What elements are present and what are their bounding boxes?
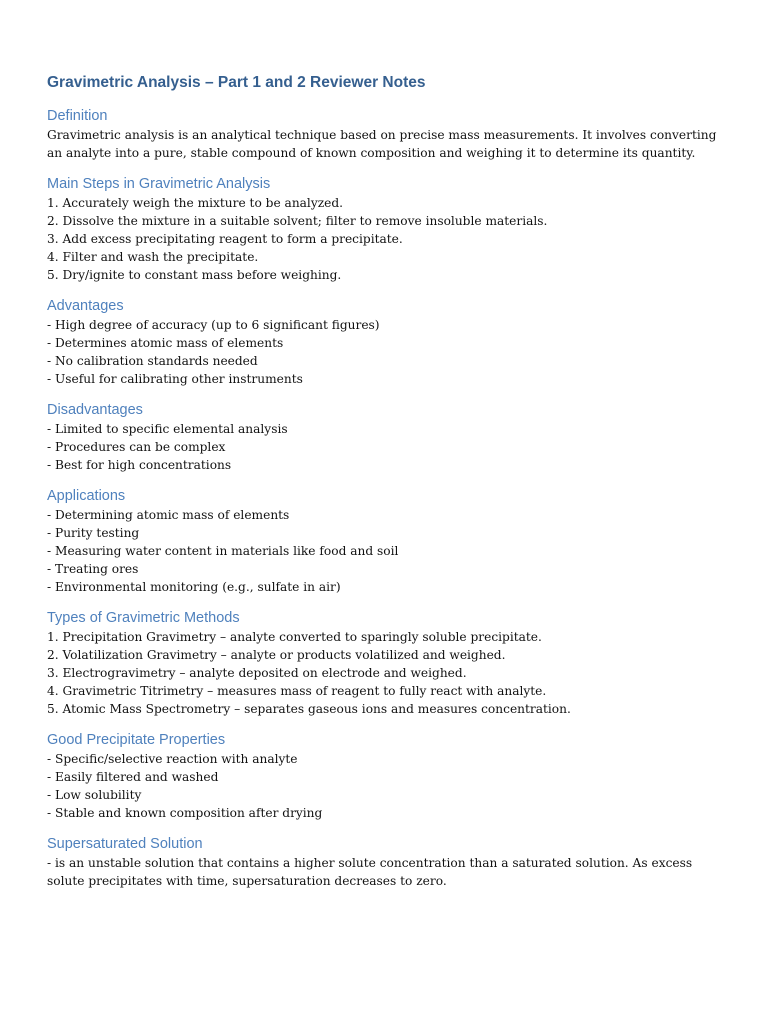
list-item: - Determining atomic mass of elements: [47, 508, 290, 522]
list-item: - Specific/selective reaction with analyte: [47, 752, 298, 766]
section-heading-definition: Definition: [47, 108, 108, 124]
types-list: [47, 628, 727, 718]
list-item: - Procedures can be complex: [47, 440, 226, 454]
list-item: - Limited to specific elemental analysis: [47, 422, 288, 436]
list-item: - No calibration standards needed: [47, 354, 258, 368]
section-heading-advantages: Advantages: [47, 298, 124, 314]
list-item: 1. Precipitation Gravimetry – analyte converted to sparingly soluble precipitate.: [47, 630, 542, 644]
list-item: 2. Volatilization Gravimetry – analyte or products volatilized and weighed.: [47, 648, 506, 662]
section-heading-main-steps: Main Steps in Gravimetric Analysis: [47, 176, 271, 192]
document-title: Gravimetric Analysis – Part 1 and 2 Reviewer Notes: [47, 74, 426, 91]
section-heading-precipitate-properties: Good Precipitate Properties: [47, 732, 226, 748]
list-item: 3. Electrogravimetry – analyte deposited on electrode and weighed.: [47, 666, 467, 680]
section-applications: [47, 486, 727, 596]
list-item: - Measuring water content in materials like food and soil: [47, 544, 399, 558]
list-item: - Stable and known composition after drying: [47, 806, 323, 820]
list-item: 4. Filter and wash the precipitate.: [47, 250, 259, 264]
disadvantages-list: [47, 420, 727, 474]
section-precipitate-properties: [47, 730, 727, 822]
section-heading-applications: Applications: [47, 488, 126, 504]
section-heading-types: Types of Gravimetric Methods: [47, 610, 240, 626]
list-item: - Low solubility: [47, 788, 142, 802]
advantages-list: [47, 316, 727, 388]
list-item: 4. Gravimetric Titrimetry – measures mass of reagent to fully react with analyte.: [47, 684, 547, 698]
list-item: - High degree of accuracy (up to 6 significant figures): [47, 318, 380, 332]
list-item: - Useful for calibrating other instruments: [47, 372, 303, 386]
section-types: [47, 608, 727, 718]
section-heading-disadvantages: Disadvantages: [47, 402, 143, 418]
applications-list: [47, 506, 727, 596]
list-item: 5. Dry/ignite to constant mass before weighing.: [47, 268, 342, 282]
section-definition: [47, 106, 727, 162]
section-advantages: [47, 296, 727, 388]
list-item: 3. Add excess precipitating reagent to form a precipitate.: [47, 232, 403, 246]
list-item: - Easily filtered and washed: [47, 770, 219, 784]
list-item: - Determines atomic mass of elements: [47, 336, 284, 350]
list-item: - Best for high concentrations: [47, 458, 232, 472]
document-page: [47, 72, 727, 890]
list-item: - Environmental monitoring (e.g., sulfate in air): [47, 580, 341, 594]
section-heading-supersaturated: Supersaturated Solution: [47, 836, 203, 852]
list-item: 5. Atomic Mass Spectrometry – separates gaseous ions and measures concentration.: [47, 702, 571, 716]
section-supersaturated: [47, 834, 727, 890]
precipitate-properties-list: [47, 750, 727, 822]
list-item: 1. Accurately weigh the mixture to be analyzed.: [47, 196, 344, 210]
main-steps-list: [47, 194, 727, 284]
list-item: 2. Dissolve the mixture in a suitable solvent; filter to remove insoluble materials.: [47, 214, 548, 228]
section-disadvantages: [47, 400, 727, 474]
section-main-steps: [47, 174, 727, 284]
list-item: - Treating ores: [47, 562, 139, 576]
list-item: - Purity testing: [47, 526, 140, 540]
supersaturated-text: - is an unstable solution that contains a higher solute concentration than a saturated solution. As excess solute precipitates with time, supersaturation decreases to zero.: [47, 856, 693, 888]
definition-text: Gravimetric analysis is an analytical technique based on precise mass measurements. It involves converting an analyte into a pure, stable compound of known composition and weighing it to determine its quantity.: [47, 128, 717, 160]
